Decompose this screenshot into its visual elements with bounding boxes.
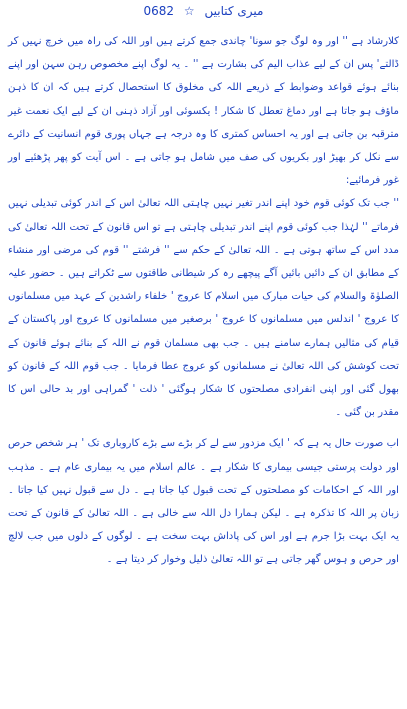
- text-line: اب صورت حال یہ ہے کہ ' ایک مزدور سے لے کر بڑے سے بڑے کاروباری تک ' ہر شخص حرص: [8, 438, 399, 450]
- text-line: عروج ' برصغیر میں مسلمانوں کا عروج اور پاکستان کے قیام کی مثالیں ہمارے سامنے ہیں ۔: [8, 314, 399, 349]
- paragraph-2: [8, 192, 399, 424]
- text-line: میں اسلام کا عروج ' خلفاء راشدین کے عہد میں مسلمانوں کا عروج ' اندلس میں مسلمانوں کا: [8, 291, 400, 326]
- text-line: عروج عطا فرمایا ۔ جب قوم اللہ کے قانون کو بھول گئی اور اپنی انفرادی مصلحتوں کا شکار ہوگئی ': [8, 360, 399, 396]
- page-header: [0, 4, 407, 18]
- text-line: اور اس کی پاداش بہت سخت ہے ۔ لوگوں کے دلوں میں جب لالچ اور حرص و ہوس گھر جاتی ہے تو: [8, 531, 399, 566]
- text-line: آگے پیچھے رہ کر شیطانی طاقتوں سے ٹکراتے ہیں ۔ حضور علیہ الصلوٰۃ والسلام کی حیات مبارک: [8, 268, 399, 303]
- star-icon: ☆: [183, 4, 195, 18]
- text-line: ہے ۔ لیکن ہمارا دل اللہ سے خالی ہے ۔ اللہ تعالیٰ کے قانون کے تحت یہ ایک بہت بڑا جرم ہے: [8, 508, 399, 543]
- page-number: 0682: [143, 4, 175, 18]
- book-title: میری کتابیں: [204, 4, 264, 18]
- text-line: ہے اور دماغ تعطل کا شکار ! یکسوئی اور آزاد ذہنی ان کے لیے ایک نعمت غیر مترقبہ بن جاتی ہے اور: [8, 105, 399, 140]
- text-line: اور دولت پرستی جیسی بیماری کا شکار ہے ۔ عالم اسلام میں یہ بیماری عام ہے ۔ مذہب اور اللہ کے: [8, 461, 400, 496]
- text-line: احکامات کو مصلحتوں کے تحت قبول کیا جاتا ہے ۔ دل سے قبول نہیں کیا جاتا ۔ زبان پر اللہ کا تذکرہ: [8, 484, 399, 520]
- page-body: [8, 30, 399, 572]
- text-line: اللہ تعالیٰ ذلیل وخوار کر دیتا ہے ۔: [106, 554, 252, 566]
- text-line: ہوئے قواعد وضوابط کے ذریعے اللہ کی مخلوق کا استحصال کرتے ہیں کہ ان کا ذہن ماؤف ہو جاتا: [8, 82, 399, 117]
- text-line: ذلت ' گمراہی اور بد حالی اس کا مقدر بن گئی ۔: [8, 384, 399, 419]
- paragraph-gap: [8, 424, 399, 432]
- paragraph-3: [8, 432, 399, 571]
- text-line: کی صف میں شامل ہو جاتی ہے ۔ اس آیت کو پھر پڑھئیے اور غور فرمائیے:: [8, 152, 399, 187]
- text-line: ہوتی ہے ۔ اللہ تعالیٰ کے حکم سے '' فرشتے '' قوم کی مرضی اور منشاء کے مطابق ان کے دائیں بائیں: [8, 244, 399, 280]
- text-line: '' جب تک کوئی قوم خود اپنے اندر تغیر نہیں چاہتی اللہ تعالیٰ اس کے اندر کوئی تبدیلی نہیں فرماتے '': [8, 198, 399, 233]
- text-line: جب بھی مسلمان قوم نے اللہ کے بنائے ہوئے قانون کے تحت کوشش کی اللہ تعالیٰ نے مسلمانوں کو: [8, 337, 399, 372]
- text-line: کلارشاد ہے '' اور وہ لوگ جو سونا' چاندی جمع کرتے ہیں اور اللہ کی راہ میں خرچ نہیں کر ڈالتے': [8, 36, 399, 71]
- text-line: لہٰذا جب کوئی قوم اپنے اندر تبدیلی چاہتی ہے تو اس قانون کے تحت اللہ تعالیٰ کی مدد اس کے ساتھ: [8, 221, 399, 256]
- text-line: پس ان کے لیے عذاب الیم کی بشارت ہے '' ۔ یہ لوگ اپنے مخصوص رہن سہن اور اپنے بنائے: [8, 59, 399, 94]
- paragraph-1: [8, 30, 399, 192]
- text-line: یہ احساس کمتری کا وہ درجہ ہے جہاں پوری قوم انسانیت کے دائرے سے نکل کر بھیڑ اور بکریوں: [8, 128, 399, 164]
